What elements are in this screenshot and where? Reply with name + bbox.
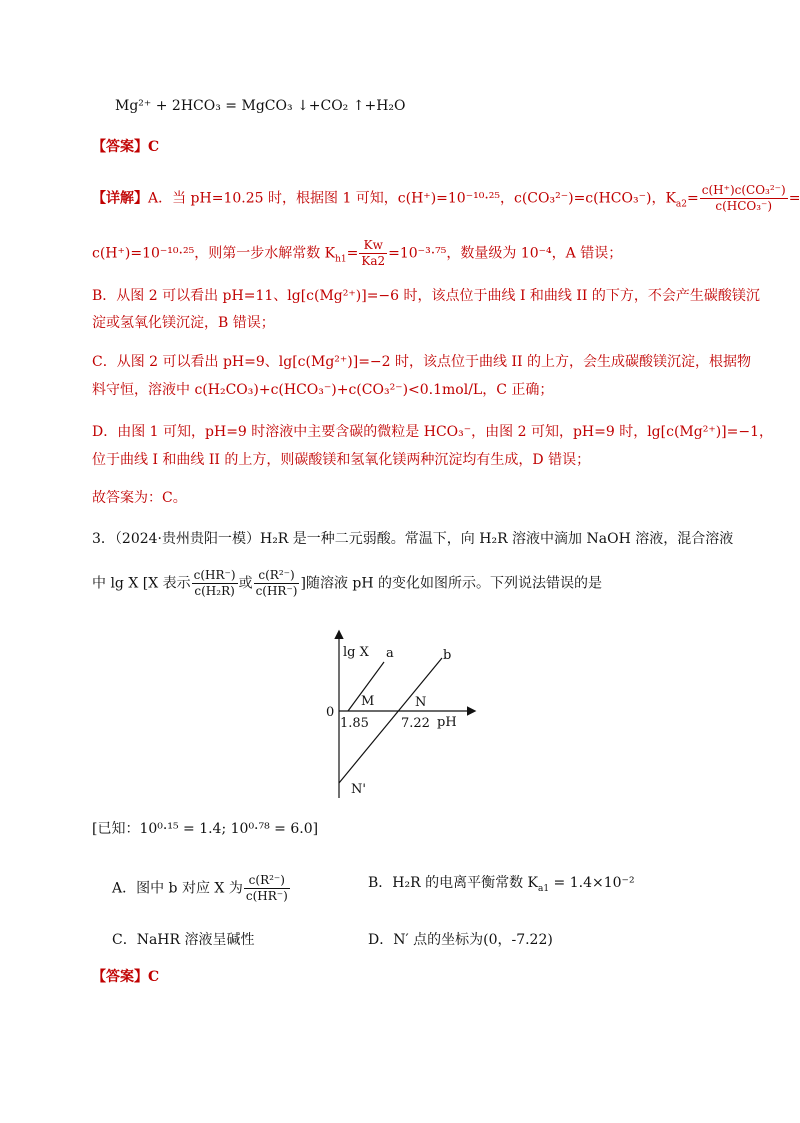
option-A-fraction: [244, 873, 290, 904]
question-3-line-2: [92, 568, 602, 599]
ka2-subscript: a2: [675, 199, 688, 210]
option-B: [368, 873, 635, 893]
option-A: [112, 873, 291, 904]
question-3-line-1: 3．（2024·贵州贵阳一模）H₂R 是一种二元弱酸。常温下，向 H₂R 溶液中滴加 NaOH 溶液，混合溶液: [92, 531, 734, 547]
point-m-label: M: [361, 694, 375, 709]
point-n-prime-label: N': [351, 782, 366, 797]
equals-sign-3: =: [346, 245, 359, 262]
tick-1-85: 1.85: [340, 716, 369, 731]
fraction-r-numerator: c(R²⁻): [254, 568, 300, 584]
question-3-text-b: 或: [238, 575, 253, 592]
detail-A-line-2: [92, 238, 622, 269]
detail-A-text-2a: c(H⁺)=10⁻¹⁰·²⁵，则第一步水解常数 K: [92, 245, 336, 262]
lgx-ph-figure: [324, 626, 478, 804]
detail-B-line-1: B．从图 2 可以看出 pH=11、lg[c(Mg²⁺)]=−6 时，该点位于曲线 I 和曲线 II 的下方，不会产生碳酸镁沉: [92, 288, 760, 304]
kw-numerator: Kw: [359, 238, 387, 254]
detail-B-line-2: 淀或氢氧化镁沉淀，B 错误；: [92, 315, 275, 331]
known-values: [已知：10⁰·¹⁵ = 1.4; 10⁰·⁷⁸ = 6.0]: [92, 821, 319, 837]
option-A-denominator: c(HR⁻): [245, 889, 288, 903]
question-3-text-a: 中 lg X [X 表示: [92, 575, 191, 592]
ka2-numerator: c(H⁺)c(CO₃²⁻): [701, 183, 786, 197]
origin-label: 0: [326, 705, 335, 720]
kh1-subscript: h1: [335, 254, 347, 265]
detail-D-line-2: 位于曲线 I 和曲线 II 的上方，则碳酸镁和氢氧化镁两种沉淀均有生成，D 错误；: [92, 452, 591, 468]
option-C: C．NaHR 溶液呈碱性: [112, 932, 255, 948]
detail-tag: 【详解】: [92, 190, 148, 207]
fraction-hr-denominator: c(HR⁻): [255, 584, 298, 598]
line-a-label: a: [386, 646, 394, 661]
fraction-hr-numerator: c(HR⁻): [193, 568, 236, 582]
conclusion-line: 故答案为：C。: [92, 490, 187, 506]
answer-label-2: 【答案】C: [92, 969, 160, 985]
option-D: D．N′ 点的坐标为(0，-7.22): [368, 932, 553, 948]
lgx-ph-plot: [324, 626, 478, 804]
equals-sign-2: =: [788, 190, 800, 207]
answer-label-1: 【答案】C: [92, 139, 160, 155]
detail-A-line-1: [92, 183, 800, 214]
option-A-text: A．图中 b 对应 X 为: [112, 880, 243, 897]
detail-A-text-2c: =10⁻³·⁷⁵，数量级为 10⁻⁴，A 错误；: [388, 245, 623, 262]
fraction-h2r-denominator: c(H₂R): [194, 584, 235, 598]
kw-fraction: [359, 238, 387, 269]
question-3-text-c: ]随溶液 pH 的变化如图所示。下列说法错误的是: [300, 575, 603, 592]
x-axis-label: pH: [437, 715, 457, 730]
option-A-numerator: c(R²⁻): [244, 873, 290, 889]
detail-A-text-1: A．当 pH=10.25 时，根据图 1 可知，c(H⁺)=10⁻¹⁰·²⁵，c(CO₃²⁻)=c(HCO₃⁻)，K: [148, 190, 676, 207]
equation-line: Mg²⁺ + 2HCO₃ = MgCO₃ ↓+CO₂ ↑+H₂O: [115, 98, 406, 114]
option-B-text: B．H₂R 的电离平衡常数 K: [368, 875, 539, 891]
fraction-r-hr: [254, 568, 300, 599]
ka2-denominator: c(HCO₃⁻): [715, 199, 773, 213]
kw-denominator: Ka2: [361, 254, 386, 268]
point-n-label: N: [415, 695, 427, 710]
ka1-subscript: a1: [538, 883, 550, 894]
detail-C-line-1: C．从图 2 可以看出 pH=9、lg[c(Mg²⁺)]=−2 时，该点位于曲线 II 的上方，会生成碳酸镁沉淀，根据物: [92, 354, 751, 370]
option-B-value: = 1.4×10⁻²: [549, 875, 635, 891]
detail-D-line-1: D．由图 1 可知，pH=9 时溶液中主要含碳的微粒是 HCO₃⁻，由图 2 可知，pH=9 时，lg[c(Mg²⁺)]=−1，: [92, 424, 774, 440]
line-b-label: b: [443, 648, 452, 663]
detail-C-line-2: 料守恒，溶液中 c(H₂CO₃)+c(HCO₃⁻)+c(CO₃²⁻)<0.1mol/L，C 正确；: [92, 382, 554, 398]
y-axis-label: lg X: [343, 645, 369, 660]
fraction-hr-h2r: [192, 568, 238, 599]
ka2-fraction: [700, 183, 788, 214]
equals-sign: =: [687, 190, 699, 207]
tick-7-22: 7.22: [401, 716, 430, 731]
